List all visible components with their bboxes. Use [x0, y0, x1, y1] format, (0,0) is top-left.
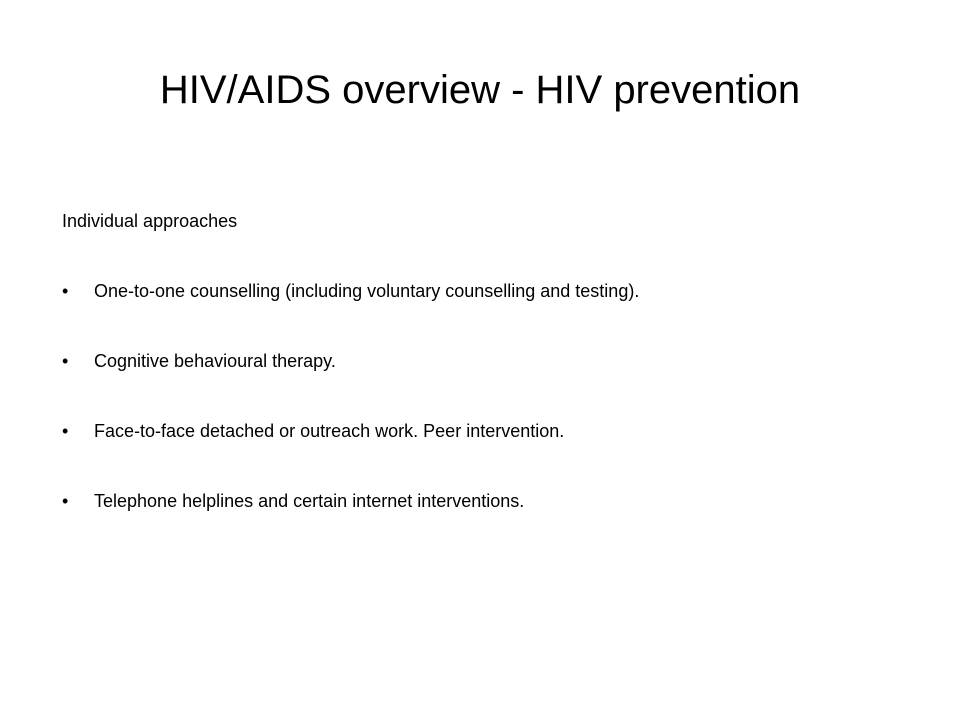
list-item [62, 346, 922, 376]
slide-body [62, 206, 922, 516]
bullet-list [62, 276, 922, 516]
bullet-icon: • [62, 281, 69, 301]
bullet-text: Telephone helplines and certain internet interventions. [94, 491, 525, 511]
bullet-icon: • [62, 491, 69, 511]
bullet-icon: • [62, 421, 69, 441]
slide-title: HIV/AIDS overview - HIV prevention [159, 68, 801, 112]
bullet-icon: • [62, 351, 69, 371]
bullet-text: One-to-one counselling (including voluntary counselling and testing). [94, 281, 640, 301]
section-subheading: Individual approaches [62, 211, 238, 231]
bullet-text: Cognitive behavioural therapy. [94, 351, 336, 371]
list-item [62, 486, 922, 516]
list-item [62, 416, 922, 446]
bullet-text: Face-to-face detached or outreach work. Peer intervention. [94, 421, 565, 441]
list-item [62, 276, 922, 306]
